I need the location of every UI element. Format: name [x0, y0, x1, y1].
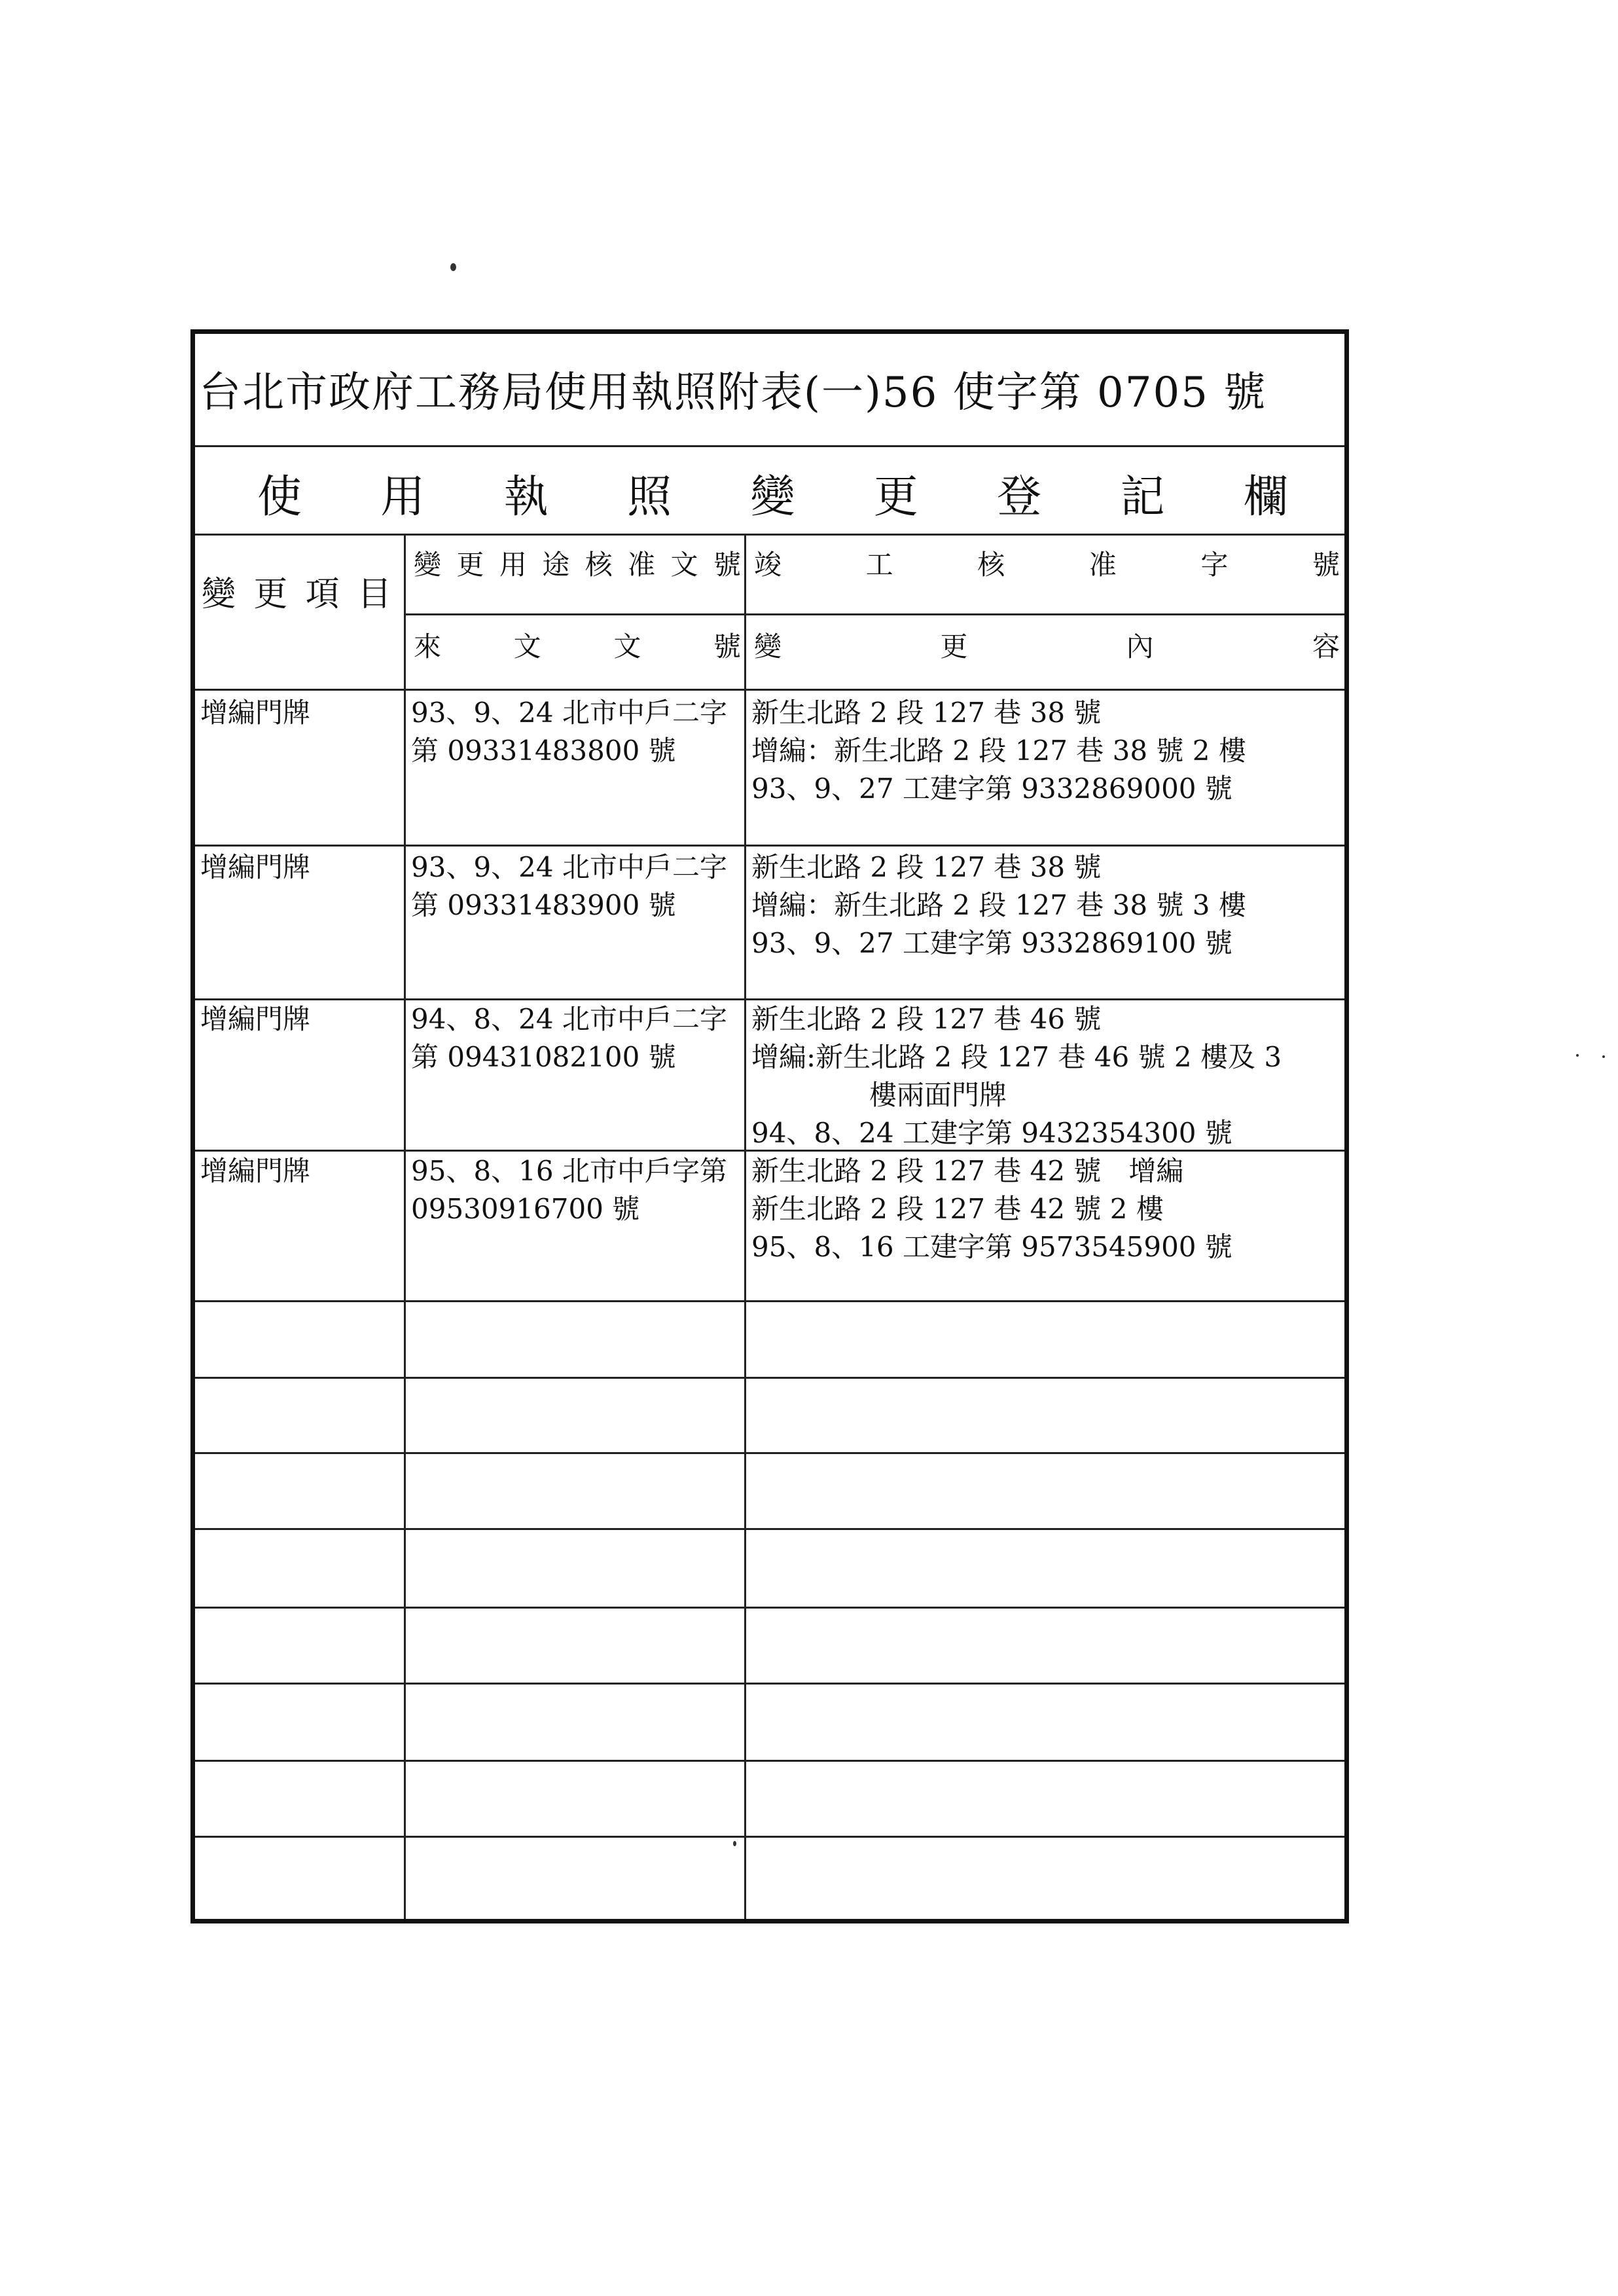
row-3-doc: [411, 1000, 727, 1076]
header-char: 目: [357, 575, 391, 614]
row-1-content: [751, 694, 1246, 808]
row-divider: [195, 1377, 1344, 1379]
content-line: 95、8、16 工建字第 9573545900 號: [751, 1231, 1232, 1263]
doc-line: 93、9、24 北市中戶二字: [411, 697, 727, 729]
row-divider: [195, 1683, 1344, 1685]
section-title-char: 登: [997, 471, 1042, 523]
row-4-doc: [411, 1152, 727, 1228]
header-char: 核: [977, 549, 1005, 581]
row-2-doc: [411, 848, 727, 924]
header-mid-divider: [406, 613, 1344, 615]
doc-line: 第 09431082100 號: [411, 1041, 676, 1073]
content-line: 增編：新生北路 2 段 127 巷 38 號 3 樓: [751, 889, 1246, 921]
section-title-char: 更: [873, 471, 918, 523]
header-char: 工: [865, 549, 893, 581]
title-divider: [195, 445, 1344, 447]
doc-line: 第 09331483900 號: [411, 889, 676, 921]
header-char: 字: [1200, 549, 1229, 581]
section-title-char: 執: [503, 471, 548, 523]
header-char: 變: [414, 549, 442, 581]
header-char: 文: [513, 630, 541, 663]
section-title: [195, 462, 1340, 525]
doc-line: 94、8、24 北市中戶二字: [411, 1003, 727, 1035]
section-title-char: 記: [1120, 471, 1165, 523]
header-change-content: [754, 625, 1340, 665]
content-line: 93、9、27 工建字第 9332869000 號: [751, 773, 1232, 805]
doc-line: 93、9、24 北市中戶二字: [411, 851, 727, 883]
doc-line: 95、8、16 北市中戶字第: [411, 1155, 727, 1187]
row-1-doc: [411, 694, 727, 770]
content-line: 增編：新生北路 2 段 127 巷 38 號 2 樓: [751, 735, 1246, 767]
header-change-item: [202, 566, 391, 615]
header-char: 用: [499, 549, 527, 581]
content-line: 新生北路 2 段 127 巷 38 號: [751, 697, 1102, 729]
doc-line: 第 09331483800 號: [411, 735, 676, 767]
header-char: 更: [940, 630, 968, 663]
content-line: 新生北路 2 段 127 巷 46 號: [751, 1003, 1102, 1035]
subtitle-divider: [195, 534, 1344, 536]
section-title-char: 使: [257, 471, 302, 523]
row-2-content: [751, 848, 1246, 962]
row-3-content: [751, 1000, 1282, 1152]
row-divider: [195, 1528, 1344, 1530]
header-char: 內: [1126, 630, 1154, 663]
row-divider: [195, 1760, 1344, 1762]
header-char: 容: [1312, 630, 1340, 663]
doc-line: 09530916700 號: [411, 1193, 640, 1225]
content-line: 樓兩面門牌: [869, 1079, 1007, 1111]
scan-speck: [450, 263, 456, 271]
header-char: 核: [584, 549, 613, 581]
scan-speck: [1576, 1054, 1579, 1057]
row-divider: [195, 1300, 1344, 1302]
header-char: 項: [305, 575, 340, 614]
header-char: 號: [1312, 549, 1340, 581]
section-title-char: 照: [627, 471, 672, 523]
header-char: 准: [628, 549, 656, 581]
header-incoming-doc: [414, 625, 741, 665]
content-line: 增編:新生北路 2 段 127 巷 46 號 2 樓及 3: [751, 1041, 1282, 1073]
content-line: 93、9、27 工建字第 9332869100 號: [751, 927, 1232, 959]
content-line: 94、8、24 工建字第 9432354300 號: [751, 1117, 1232, 1149]
scan-speck: [1602, 1055, 1605, 1058]
content-line: 新生北路 2 段 127 巷 38 號: [751, 851, 1102, 883]
header-char: 文: [613, 630, 641, 663]
header-approval-doc: [414, 543, 741, 583]
header-char: 更: [253, 575, 288, 614]
row-2-item: 增編門牌: [200, 851, 311, 883]
row-divider: [195, 1836, 1344, 1838]
content-line: 新生北路 2 段 127 巷 42 號 增編: [751, 1155, 1184, 1187]
row-1-item: 增編門牌: [200, 697, 311, 729]
row-4-content: [751, 1152, 1232, 1266]
section-title-char: 欄: [1243, 471, 1288, 523]
content-line: 新生北路 2 段 127 巷 42 號 2 樓: [751, 1193, 1164, 1225]
header-bottom-divider: [195, 689, 1344, 691]
header-char: 號: [713, 549, 741, 581]
row-divider: [195, 845, 1344, 847]
column-divider: [744, 534, 746, 1919]
header-char: 更: [456, 549, 484, 581]
row-divider: [195, 1607, 1344, 1609]
header-completion-no: [754, 543, 1340, 583]
column-divider: [404, 534, 406, 1919]
row-4-item: 增編門牌: [200, 1155, 311, 1187]
header-char: 號: [713, 630, 741, 663]
header-char: 變: [202, 575, 236, 614]
header-char: 文: [670, 549, 698, 581]
header-char: 准: [1088, 549, 1117, 581]
header-char: 竣: [754, 549, 782, 581]
section-title-char: 變: [750, 471, 795, 523]
row-3-item: 增編門牌: [200, 1003, 311, 1035]
header-char: 來: [414, 630, 442, 663]
header-char: 途: [542, 549, 570, 581]
header-char: 變: [754, 630, 782, 663]
section-title-char: 用: [380, 471, 425, 523]
document-title: 台北市政府工務局使用執照附表(一)56 使字第 0705 號: [199, 369, 1267, 417]
row-divider: [195, 1452, 1344, 1454]
